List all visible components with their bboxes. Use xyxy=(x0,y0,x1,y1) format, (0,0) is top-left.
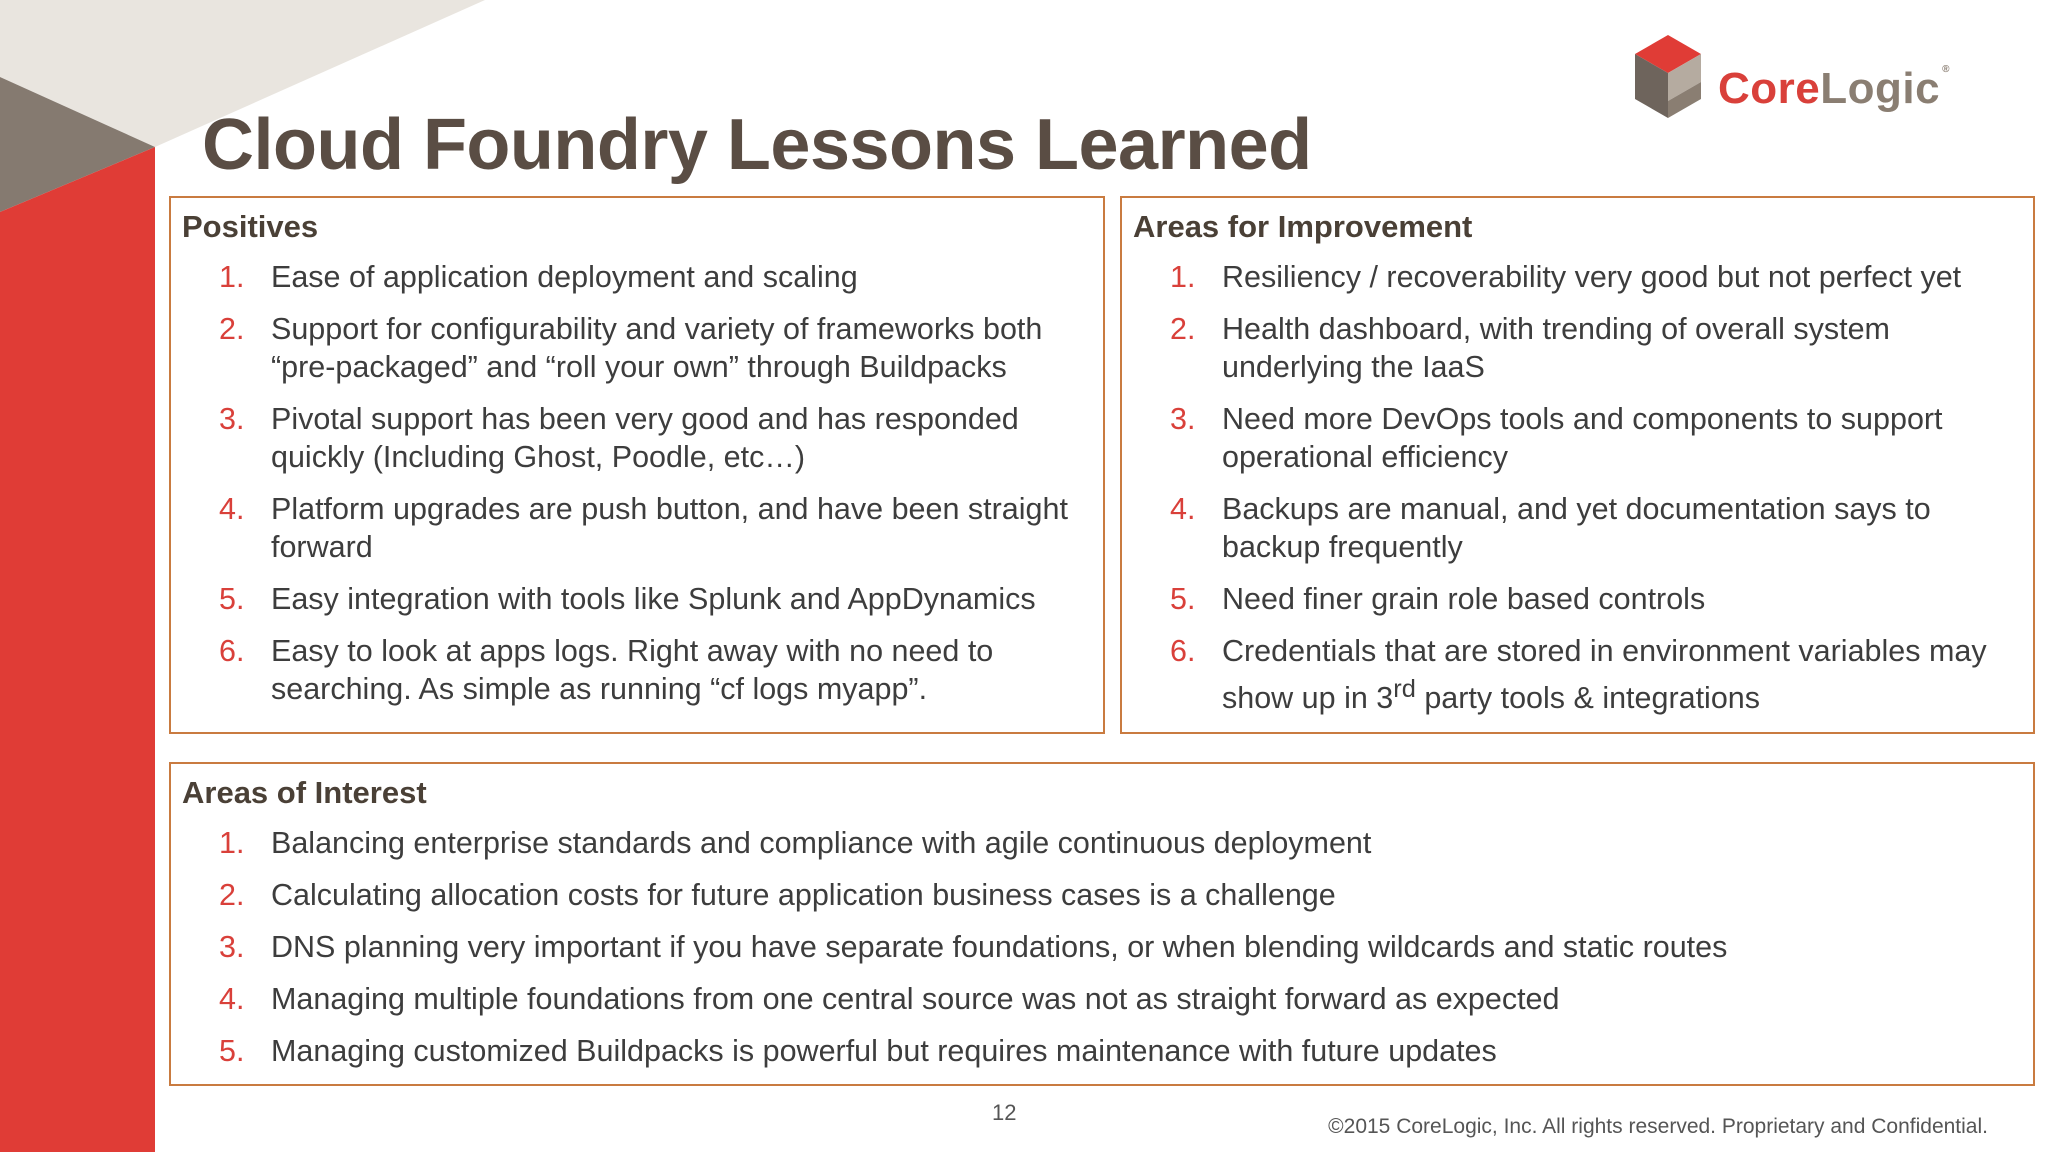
list-number: 5. xyxy=(1170,582,1196,616)
list-item-text: Health dashboard, with trending of overall system underlying the IaaS xyxy=(1222,312,1890,384)
list-item xyxy=(171,980,2033,1018)
list-item xyxy=(171,258,1103,296)
interest-box xyxy=(169,762,2035,1086)
list-number: 6. xyxy=(219,634,245,668)
list-number: 1. xyxy=(1170,260,1196,294)
list-number: 5. xyxy=(219,1034,245,1068)
list-item xyxy=(1122,580,2033,618)
logo-logic-text: Logic xyxy=(1820,64,1941,113)
list-item xyxy=(1122,490,2033,566)
interest-heading: Areas of Interest xyxy=(182,775,427,810)
list-item-text: Need finer grain role based controls xyxy=(1222,582,1706,616)
list-item-text-tail: party tools & integrations xyxy=(1415,681,1760,716)
list-item xyxy=(171,632,1103,708)
list-item xyxy=(171,1032,2033,1070)
slide-title: Cloud Foundry Lessons Learned xyxy=(202,105,1312,185)
list-number: 5. xyxy=(219,582,245,616)
list-number: 3. xyxy=(219,930,245,964)
list-item xyxy=(171,490,1103,566)
ordinal-superscript: rd xyxy=(1393,675,1416,703)
list-number: 2. xyxy=(1170,312,1196,346)
list-item-text: Pivotal support has been very good and has responded quickly (Including Ghost, Poodle, etc…) xyxy=(271,402,1019,474)
list-item xyxy=(1122,258,2033,296)
list-item-text: Need more DevOps tools and components to support operational efficiency xyxy=(1222,402,1943,474)
logo-registered-mark: ® xyxy=(1942,64,1950,75)
list-item-text: Credentials that are stored in environment variables may show up in 3 xyxy=(1222,634,1987,716)
list-number: 4. xyxy=(219,982,245,1016)
list-item xyxy=(171,580,1103,618)
list-item xyxy=(171,400,1103,476)
list-item-text: Support for configurability and variety of frameworks both “pre-packaged” and “roll your own” through Buildpacks xyxy=(271,312,1043,384)
list-item xyxy=(1122,632,2033,717)
logo-wordmark xyxy=(1718,64,1950,114)
list-item-text: Calculating allocation costs for future application business cases is a challenge xyxy=(271,878,1336,912)
improvement-heading: Areas for Improvement xyxy=(1133,209,1473,244)
list-item-text: Easy to look at apps logs. Right away with no need to searching. As simple as running “cf logs myapp”. xyxy=(271,634,994,706)
list-number: 3. xyxy=(1170,402,1196,436)
list-number: 1. xyxy=(219,826,245,860)
list-item-text: Resiliency / recoverability very good but not perfect yet xyxy=(1222,260,1962,294)
list-item-text: Managing multiple foundations from one central source was not as straight forward as expected xyxy=(271,982,1560,1016)
positives-heading: Positives xyxy=(182,209,319,244)
list-number: 4. xyxy=(1170,492,1196,526)
list-item-text: Balancing enterprise standards and compliance with agile continuous deployment xyxy=(271,826,1372,860)
list-item xyxy=(1122,400,2033,476)
list-item xyxy=(1122,310,2033,386)
red-band-shape xyxy=(0,147,155,1152)
list-item-text: Easy integration with tools like Splunk and AppDynamics xyxy=(271,582,1036,616)
list-number: 6. xyxy=(1170,634,1196,668)
list-number: 4. xyxy=(219,492,245,526)
list-number: 2. xyxy=(219,312,245,346)
list-item-text: Ease of application deployment and scaling xyxy=(271,260,858,294)
positives-box xyxy=(169,196,1105,734)
list-item xyxy=(171,824,2033,862)
list-item xyxy=(171,876,2033,914)
list-item-text: Platform upgrades are push button, and have been straight forward xyxy=(271,492,1068,564)
logo-cube-icon xyxy=(1628,32,1708,122)
positives-list xyxy=(171,258,1103,708)
page-number: 12 xyxy=(992,1100,1017,1125)
list-item-text: DNS planning very important if you have separate foundations, or when blending wildcards and static routes xyxy=(271,930,1728,964)
list-number: 1. xyxy=(219,260,245,294)
list-item xyxy=(171,928,2033,966)
list-number: 3. xyxy=(219,402,245,436)
copyright-notice: ©2015 CoreLogic, Inc. All rights reserved. Proprietary and Confidential. xyxy=(1328,1115,1988,1138)
improvement-box xyxy=(1120,196,2035,734)
improvement-list xyxy=(1122,258,2033,717)
list-item-text: Backups are manual, and yet documentation says to backup frequently xyxy=(1222,492,1931,564)
list-number: 2. xyxy=(219,878,245,912)
interest-list xyxy=(171,824,2033,1070)
logo-core-text: Core xyxy=(1718,64,1821,113)
list-item xyxy=(171,310,1103,386)
corelogic-logo xyxy=(1628,32,1950,122)
list-item-text: Managing customized Buildpacks is powerful but requires maintenance with future updates xyxy=(271,1034,1497,1068)
